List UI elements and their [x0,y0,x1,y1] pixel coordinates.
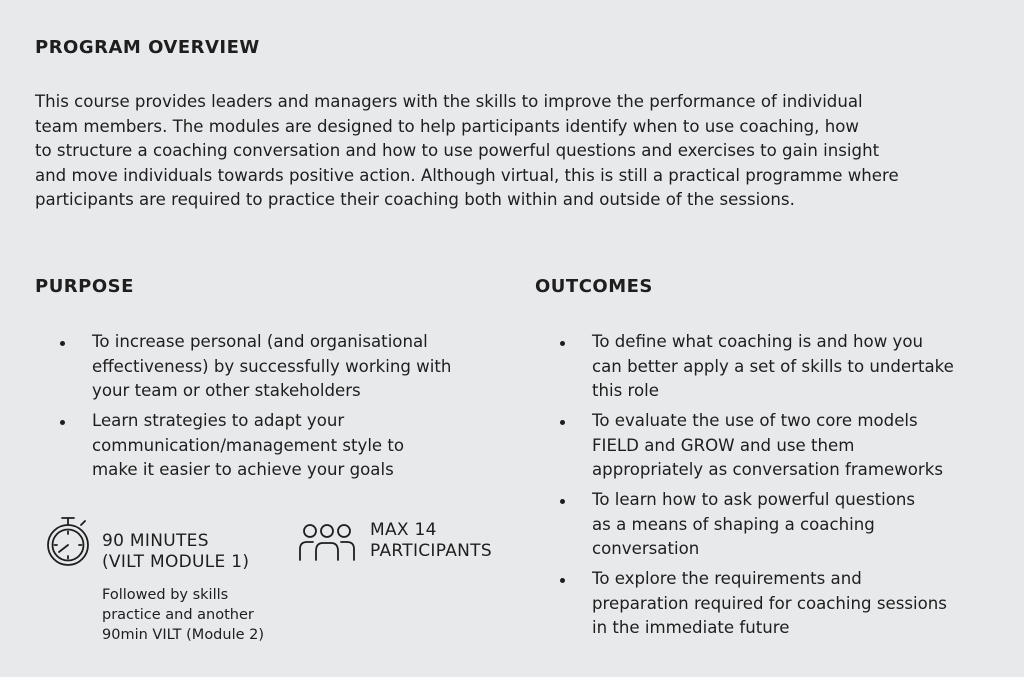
outcome-item-line: To explore the requirements and [592,569,862,588]
purpose-item-line: make it easier to achieve your goals [92,460,394,479]
duration-note [102,585,264,645]
outcome-item-line: conversation [592,539,700,558]
stopwatch-icon [45,515,91,567]
outcome-item-line: To define what coaching is and how you [592,332,924,351]
outcomes-list [557,330,997,646]
overview-line: participants are required to practice their coaching both within and outside of the sessions. [35,190,795,209]
duration-line: (VILT MODULE 1) [102,552,250,572]
purpose-item-line: effectiveness) by successfully working with [92,356,452,376]
outcome-item-line: To evaluate the use of two core models [592,411,918,430]
duration-note-line: practice and another [102,607,254,623]
participants-line: PARTICIPANTS [370,541,492,561]
purpose-item-line: To increase personal (and organisational [92,332,428,351]
purpose-list [57,330,497,488]
purpose-heading: PURPOSE [35,276,134,297]
overview-line: team members. The modules are designed to help participants identify when to use coaching, how [35,116,859,136]
purpose-item [57,409,497,483]
participants-label [370,520,492,562]
outcome-item [557,488,997,562]
outcome-item-line: as a means of shaping a coaching [592,514,875,534]
people-icon [298,522,356,562]
outcome-item-line: this role [592,381,659,400]
outcome-item-line: appropriately as conversation frameworks [592,460,944,479]
duration-note-line: Followed by skills [102,587,229,603]
purpose-item [57,330,497,404]
overview-line: to structure a coaching conversation and how to use powerful questions and exercises to gain insight [35,141,880,160]
participants-line: MAX 14 [370,520,437,540]
outcome-item [557,567,997,641]
outcome-item-line: FIELD and GROW and use them [592,435,855,455]
purpose-item-line: Learn strategies to adapt your [92,411,345,430]
outcome-item-line: can better apply a set of skills to undertake [592,356,954,376]
duration-line: 90 MINUTES [102,531,209,551]
purpose-item-line: your team or other stakeholders [92,381,361,400]
outcome-item-line: To learn how to ask powerful questions [592,490,916,509]
duration-label [102,531,249,573]
overview-line: This course provides leaders and managers with the skills to improve the performance of individual [35,92,863,111]
outcome-item-line: in the immediate future [592,618,790,637]
outcome-item [557,330,997,404]
outcome-item [557,409,997,483]
outcomes-heading: OUTCOMES [535,276,653,297]
overview-heading: PROGRAM OVERVIEW [35,37,260,58]
overview-line: and move individuals towards positive action. Although virtual, this is still a practical programme where [35,165,899,185]
overview-paragraph [35,90,995,213]
outcome-item-line: preparation required for coaching sessions [592,593,947,613]
purpose-item-line: communication/management style to [92,435,405,455]
duration-note-line: 90min VILT (Module 2) [102,627,265,643]
